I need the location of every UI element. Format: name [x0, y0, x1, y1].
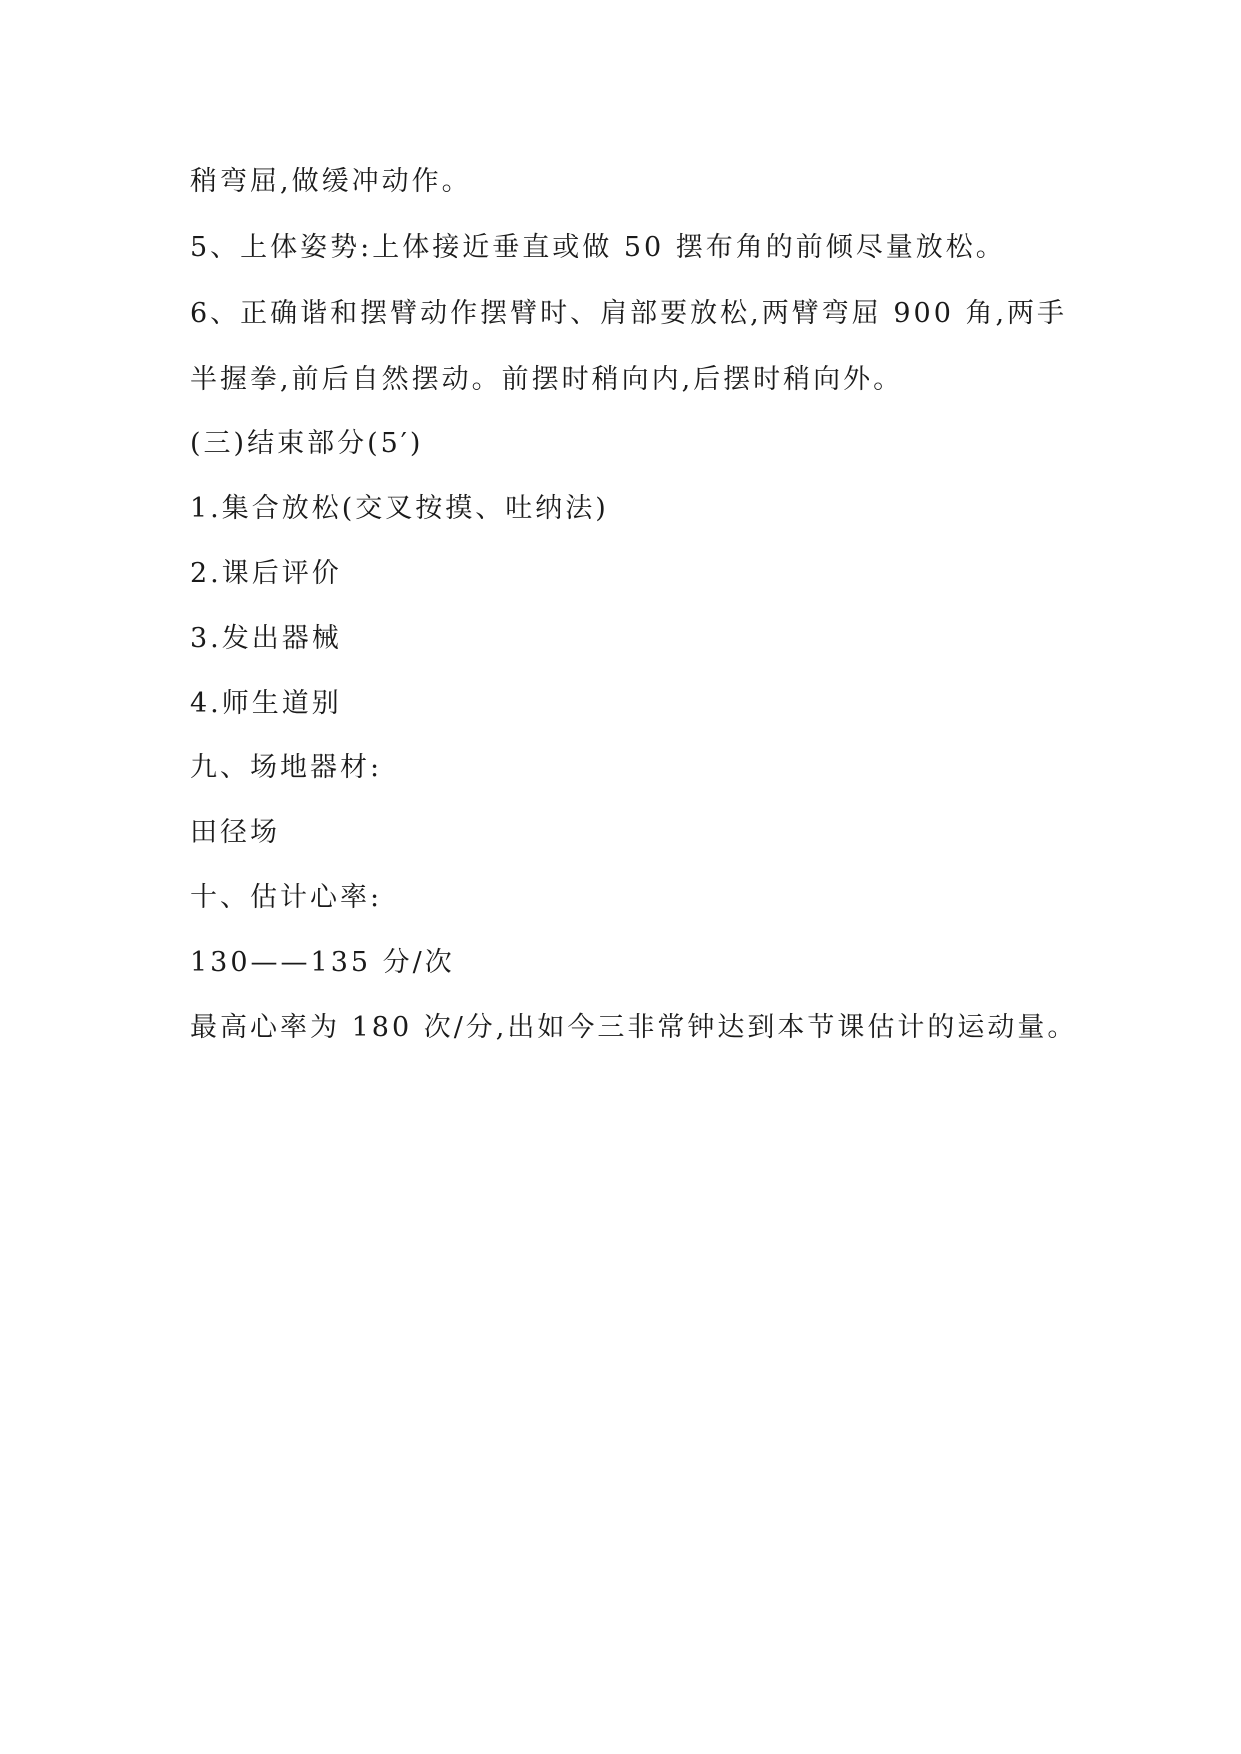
section-heading: (三)结束部分(5′) — [190, 428, 424, 459]
paragraph-line: 稍弯屈,做缓冲动作。 — [190, 166, 472, 197]
list-item: 1.集合放松(交叉按摸、吐纳法) — [190, 493, 609, 524]
paragraph-line: 130——135 分/次 — [190, 947, 455, 978]
paragraph-line: 田径场 — [190, 817, 280, 848]
list-item: 2.课后评价 — [190, 558, 342, 589]
paragraph-line: 最高心率为 180 次/分,出如今三非常钟达到本节课估计的运动量。 — [190, 1012, 1078, 1043]
list-item: 3.发出器械 — [190, 623, 342, 654]
paragraph-line: 6、正确谐和摆臂动作摆臂时、肩部要放松,两臂弯屈 900 角,两手 — [190, 298, 1068, 329]
section-heading: 十、估计心率: — [190, 882, 383, 913]
list-item: 4.师生道别 — [190, 688, 342, 719]
section-heading: 九、场地器材: — [190, 752, 383, 783]
paragraph-line: 5、上体姿势:上体接近垂直或做 50 摆布角的前倾尽量放松。 — [190, 232, 1006, 263]
paragraph-line: 半握拳,前后自然摆动。前摆时稍向内,后摆时稍向外。 — [190, 364, 904, 395]
